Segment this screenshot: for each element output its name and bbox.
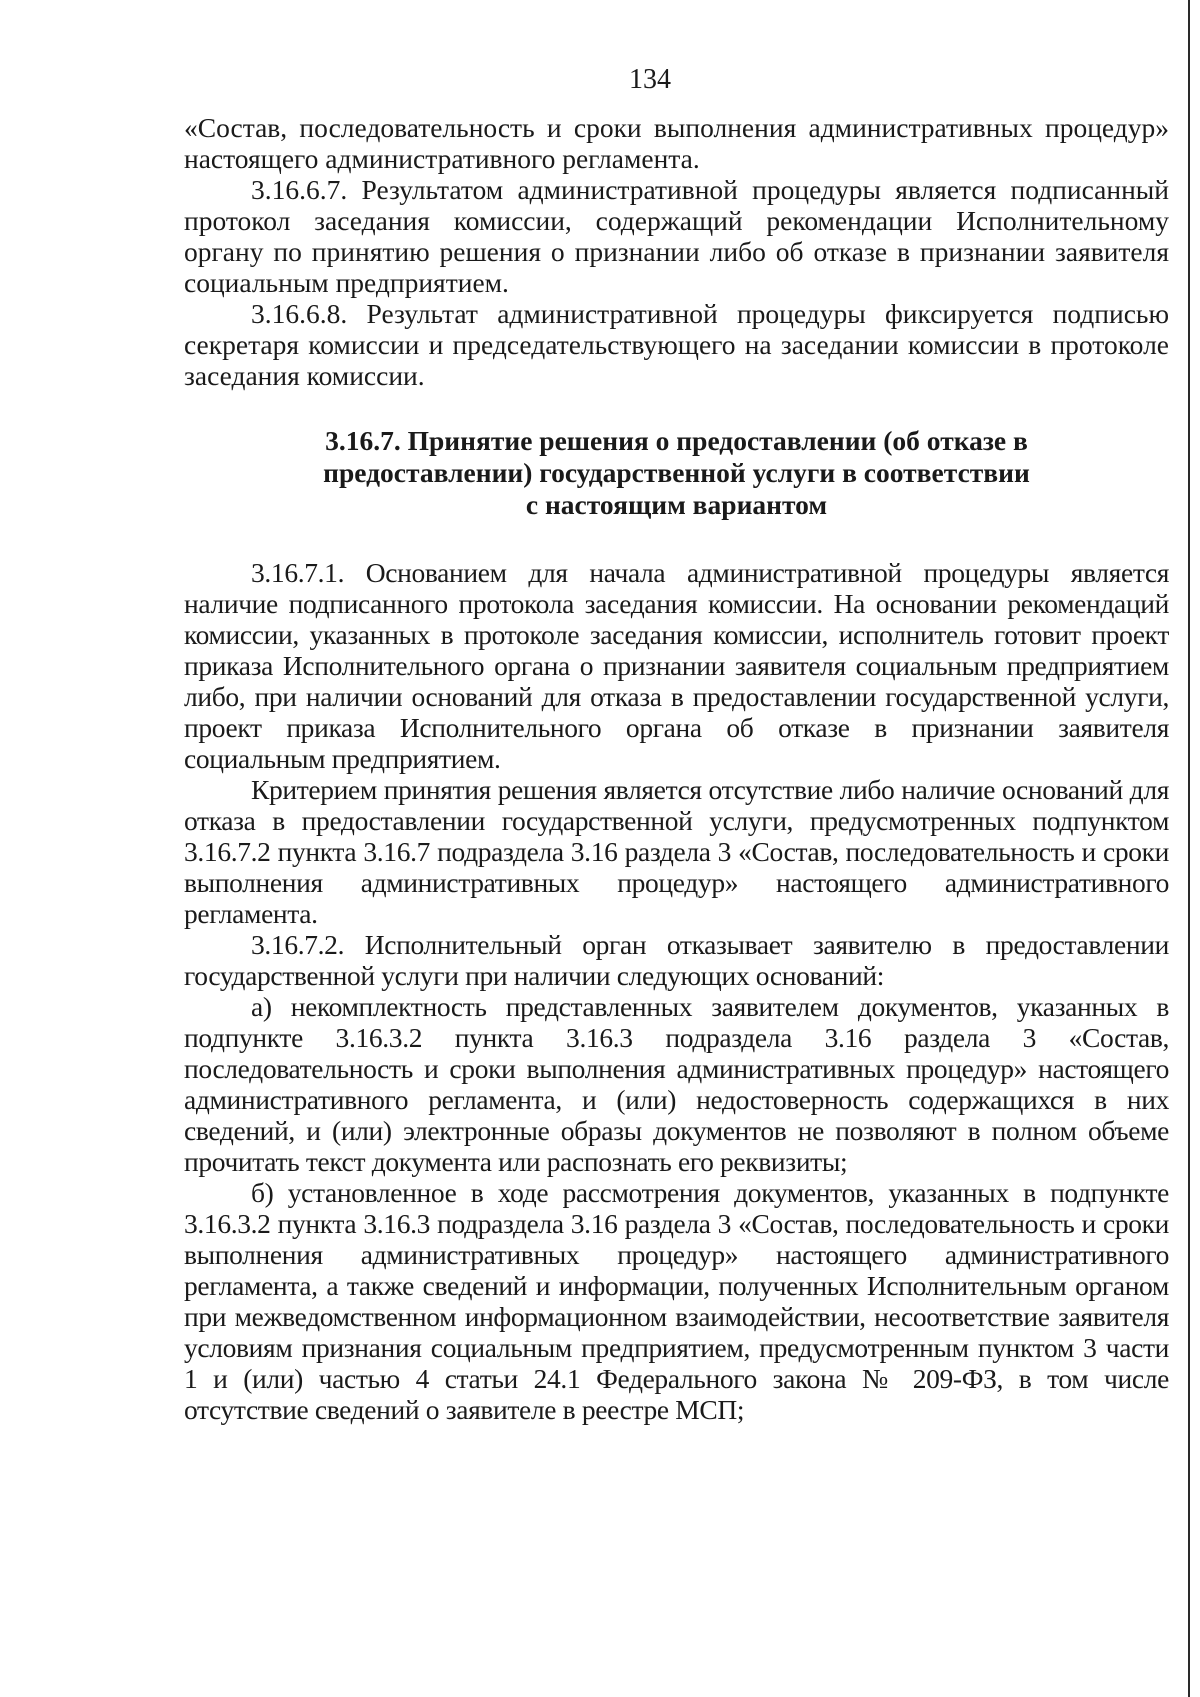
section-heading-3-16-7	[184, 425, 1169, 521]
paragraph-continuation: «Состав, последовательность и сроки выполнения административных процедур» настоящего административного регламента.	[184, 112, 1169, 174]
paragraph-criterion: Критерием принятия решения является отсутствие либо наличие оснований для отказа в предоставлении государственной услуги, предусмотренных подпунктом 3.16.7.2 пункта 3.16.7 подраздела 3.16 раздела 3 «Состав, последовательность и сроки выполнения административных процедур» настоящего административного регламента.	[184, 774, 1169, 929]
paragraph-3-16-6-7: 3.16.6.7. Результатом административной процедуры является подписанный протокол заседания комиссии, содержащий рекомендации Исполнительному органу по принятию решения о признании либо об отказе в признании заявителя социальным предприятием.	[184, 174, 1169, 298]
paragraph-item-b: б) установленное в ходе рассмотрения документов, указанных в подпункте 3.16.3.2 пункта 3.16.3 подраздела 3.16 раздела 3 «Состав, последовательность и сроки выполнения административных процедур» настоящего административного регламента, а также сведений и информации, полученных Исполнительным органом при межведомственном информационном взаимодействии, несоответствие заявителя условиям признания социальным предприятием, предусмотренным пунктом 3 части 1 и (или) частью 4 статьи 24.1 Федерального закона № 209-ФЗ, в том числе отсутствие сведений о заявителе в реестре МСП;	[184, 1177, 1169, 1425]
page-number: 134	[629, 64, 671, 95]
paragraph-3-16-6-8: 3.16.6.8. Результат административной процедуры фиксируется подписью секретаря комиссии и председательствующего на заседании комиссии в протоколе заседания комиссии.	[184, 298, 1169, 391]
section-heading-line-2: предоставлении) государственной услуги в соответствии	[323, 457, 1030, 488]
section-heading-line-3: с настоящим вариантом	[525, 489, 828, 520]
section-heading-line-1: 3.16.7. Принятие решения о предоставлении (об отказе в	[325, 425, 1028, 456]
paragraph-3-16-7-1: 3.16.7.1. Основанием для начала административной процедуры является наличие подписанного протокола заседания комиссии. На основании рекомендаций комиссии, указанных в протоколе заседания комиссии, исполнитель готовит проект приказа Исполнительного органа о признании заявителя социальным предприятием либо, при наличии оснований для отказа в предоставлении государственной услуги, проект приказа Исполнительного органа об отказе в признании заявителя социальным предприятием.	[184, 557, 1169, 774]
document-body	[184, 112, 1169, 1425]
paragraph-3-16-7-2: 3.16.7.2. Исполнительный орган отказывает заявителю в предоставлении государственной услуги при наличии следующих оснований:	[184, 929, 1169, 991]
page-edge-line	[1188, 0, 1190, 1697]
paragraph-item-a: а) некомплектность представленных заявителем документов, указанных в подпункте 3.16.3.2 пункта 3.16.3 подраздела 3.16 раздела 3 «Состав, последовательность и сроки выполнения административных процедур» настоящего административного регламента, и (или) недостоверность содержащихся в них сведений, и (или) электронные образы документов не позволяют в полном объеме прочитать текст документа или распознать его реквизиты;	[184, 991, 1169, 1177]
